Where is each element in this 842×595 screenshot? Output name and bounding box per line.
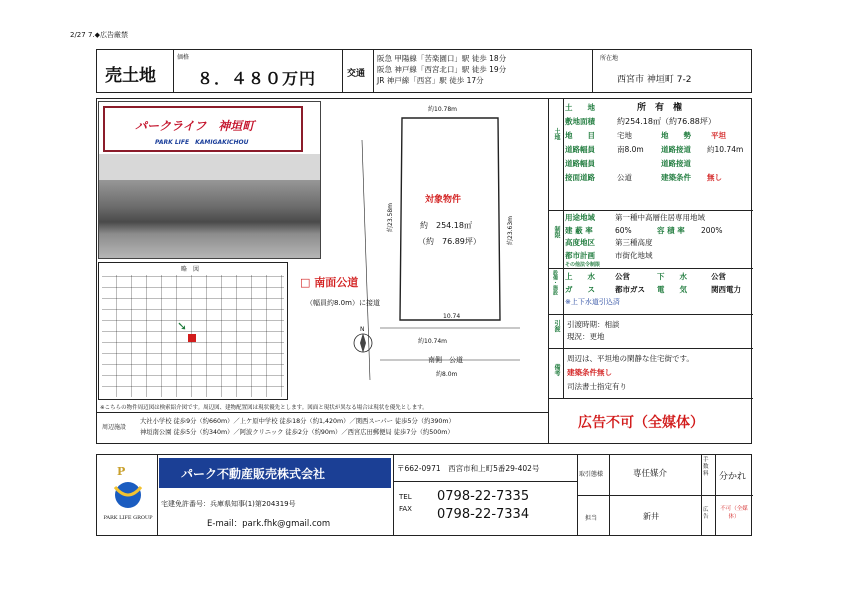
land-row3-value2: 平坦: [711, 131, 726, 140]
fee-value: 分かれ: [719, 472, 747, 482]
restrictions-side-label: 制限: [553, 226, 560, 238]
land-row4-value2: 約10.74m: [707, 145, 744, 154]
trade-value: 専任媒介: [633, 469, 668, 479]
photo-title-jp: パークライフ 神垣町: [135, 119, 255, 133]
plot-right-depth: 約23.63m: [507, 215, 514, 245]
company-block: [96, 454, 752, 536]
plot-bottom-inner: 10.74: [443, 313, 461, 320]
surroundings-label: 周辺施設: [102, 424, 127, 431]
bcr-value: 60%: [615, 225, 632, 235]
land-row5-label: 道路幅員: [565, 159, 595, 168]
transport-line: 阪急 神戸線「西宮北口」駅 徒歩 19分: [377, 65, 507, 74]
land-row3-label2: 地 勢: [661, 131, 691, 140]
gas-label: ガ ス: [565, 285, 595, 294]
photo-sky: [99, 154, 320, 180]
spec-panel: [548, 98, 752, 444]
header-line: 2/27 7.◆広告厳禁: [70, 31, 129, 39]
elec-value: 関西電力: [711, 285, 741, 294]
plot-area-sqm: 約 254.18㎡: [420, 221, 472, 230]
remarks-line3: 司法書士指定有り: [567, 382, 627, 391]
land-row4-value: 南8.0m: [617, 145, 644, 154]
plot-bottom-width: 約10.74m: [418, 338, 448, 345]
land-row6-label: 接面道路: [565, 173, 595, 182]
land-side-label: 土地: [553, 128, 560, 140]
fax-label: FAX: [399, 505, 412, 513]
svg-text:P: P: [117, 465, 126, 478]
land-row1-value: 所 有 権: [637, 103, 683, 113]
land-row6-value: 公道: [617, 173, 632, 182]
company-logo: [103, 459, 153, 531]
ad-value: 不可（全媒体）: [720, 506, 748, 520]
transport-label: 交通: [347, 69, 366, 79]
land-row5-label2: 道路接道: [661, 159, 691, 168]
transport-line: 阪急 甲陽線「苦楽園口」駅 徒歩 18分: [377, 54, 507, 63]
price-label: 価格: [177, 54, 190, 61]
delivery-line1: 引渡時期：相談: [567, 320, 620, 329]
land-row2-label: 敷地面積: [565, 117, 595, 126]
utilities-side-label: 設備・施設: [552, 270, 558, 295]
tel-label: TEL: [399, 493, 412, 501]
land-row2-value: 約254.18㎡（約76.88坪）: [617, 117, 716, 126]
water-label: 上 水: [565, 272, 595, 281]
tel-number: 0798-22-7335: [437, 489, 530, 504]
site-photo: [99, 178, 320, 258]
map-block: [98, 262, 288, 400]
map-arrow-icon: ➘: [177, 319, 188, 333]
transport-list: [377, 53, 506, 86]
height-value: 第三種高度: [615, 238, 653, 247]
plot-area-tsubo: （約 76.89坪）: [418, 237, 481, 246]
photo-title-en: PARK LIFE KAMIGAKICHOU: [155, 139, 249, 146]
company-license: 宅建免許番号：兵庫県知事(1)第204319号: [161, 500, 296, 508]
remarks-side-label: 備考: [553, 364, 560, 376]
top-bar: [96, 49, 752, 93]
disclaimer-note: ※こちらの物件周辺図は検索紹介図です。周辺図、建物配置図は現状優先とします。図面と現状が異なる場合は現状を優先とします。: [100, 405, 428, 411]
plot-left-depth: 約23.58m: [387, 202, 394, 232]
company-address: 〒662-0971 西宮市和上町5番29-402号: [397, 464, 540, 473]
photo-block: [98, 101, 321, 259]
delivery-block: [567, 319, 620, 343]
staff-value: 新井: [643, 512, 659, 521]
ad-forbidden: 広告不可（全媒体）: [578, 415, 704, 431]
map-label: 略 図: [181, 266, 200, 273]
land-table: [565, 101, 751, 185]
plan-value: 市街化地域: [615, 250, 653, 260]
land-row6-label2: 建築条件: [661, 173, 691, 182]
far-label: 容 積 率: [657, 225, 685, 235]
staff-label: 担当: [585, 515, 598, 522]
elec-label: 電 気: [657, 285, 687, 294]
location-label: 所在地: [600, 55, 619, 62]
compass-needle: [360, 333, 366, 353]
surroundings-block: [140, 416, 455, 438]
road-width: （幅員約8.0m）に接道: [306, 299, 380, 307]
delivery-side-label: 引渡: [553, 320, 560, 332]
delivery-line2: 現況：更地: [567, 332, 605, 341]
sewer-value: 公営: [711, 272, 726, 281]
zone-value: 第一種中高層住居専用地域: [615, 213, 705, 222]
land-row4-label2: 道路接道: [661, 145, 691, 154]
utilities-table: [565, 270, 751, 309]
gas-value: 都市ガス: [615, 285, 645, 294]
company-email: E-mail：park.fhk@gmail.com: [207, 519, 331, 529]
trade-label: 取引態様: [579, 471, 604, 478]
fee-label: 手数料: [703, 457, 709, 477]
restrictions-table: [565, 212, 751, 269]
remarks-line2: 建築条件無し: [567, 368, 612, 377]
land-row6-value2: 無し: [707, 173, 722, 182]
square-icon: □: [300, 276, 311, 289]
logo-text: PARK LIFE GROUP: [103, 515, 153, 521]
map-target-marker: [188, 334, 196, 342]
surroundings-line1: 大社小学校 徒歩9分（約660m）／上ケ原中学校 徒歩18分（約1,420m）／関西スーパー 徒歩5分（約390m）: [140, 418, 455, 425]
plot-south-label: 南側 公道: [428, 356, 463, 364]
other-label: その他法令制限: [565, 262, 601, 268]
plot-south-width: 約8.0m: [436, 371, 458, 378]
land-row1-label: 土 地: [565, 103, 595, 112]
land-row3-label: 地 目: [565, 131, 595, 140]
type-label: 売土地: [105, 66, 156, 86]
ad-label: 広告: [703, 507, 709, 520]
bcr-label: 建 蔽 率: [565, 225, 593, 235]
price: ８．４８０万円: [197, 69, 317, 88]
plan-label: 都市計画: [565, 250, 595, 260]
far-value: 200%: [701, 225, 723, 235]
company-name: パーク不動産販売株式会社: [181, 467, 326, 481]
plot-center-label: 対象物件: [425, 195, 462, 205]
plot-boundary: [400, 118, 500, 320]
remarks-block: [567, 352, 694, 394]
land-row3-value: 宅地: [617, 131, 632, 140]
compass-label: N: [360, 326, 365, 333]
location: 西宮市 神垣町 7-2: [617, 75, 692, 85]
transport-line: JR 神戸線「西宮」駅 徒歩 17分: [377, 76, 484, 85]
land-row4-label: 道路幅員: [565, 145, 595, 154]
height-label: 高度地区: [565, 238, 595, 247]
fax-number: 0798-22-7334: [437, 507, 530, 522]
utilities-note: ※上下水道引込済: [565, 298, 620, 306]
sewer-label: 下 水: [657, 272, 687, 281]
remarks-line1: 周辺は、平坦地の閑静な住宅街です。: [567, 354, 694, 363]
plot-top-width: 約10.78m: [428, 106, 458, 113]
surroundings-line2: 神垣南公園 徒歩5分（約340m）／阿波クリニック 徒歩2分（約90m）／西宮広田郵便局 徒歩7分（約500m）: [140, 429, 454, 436]
water-value: 公営: [615, 272, 630, 281]
south-road-text: 南面公道: [314, 276, 359, 289]
zone-label: 用途地域: [565, 213, 595, 222]
